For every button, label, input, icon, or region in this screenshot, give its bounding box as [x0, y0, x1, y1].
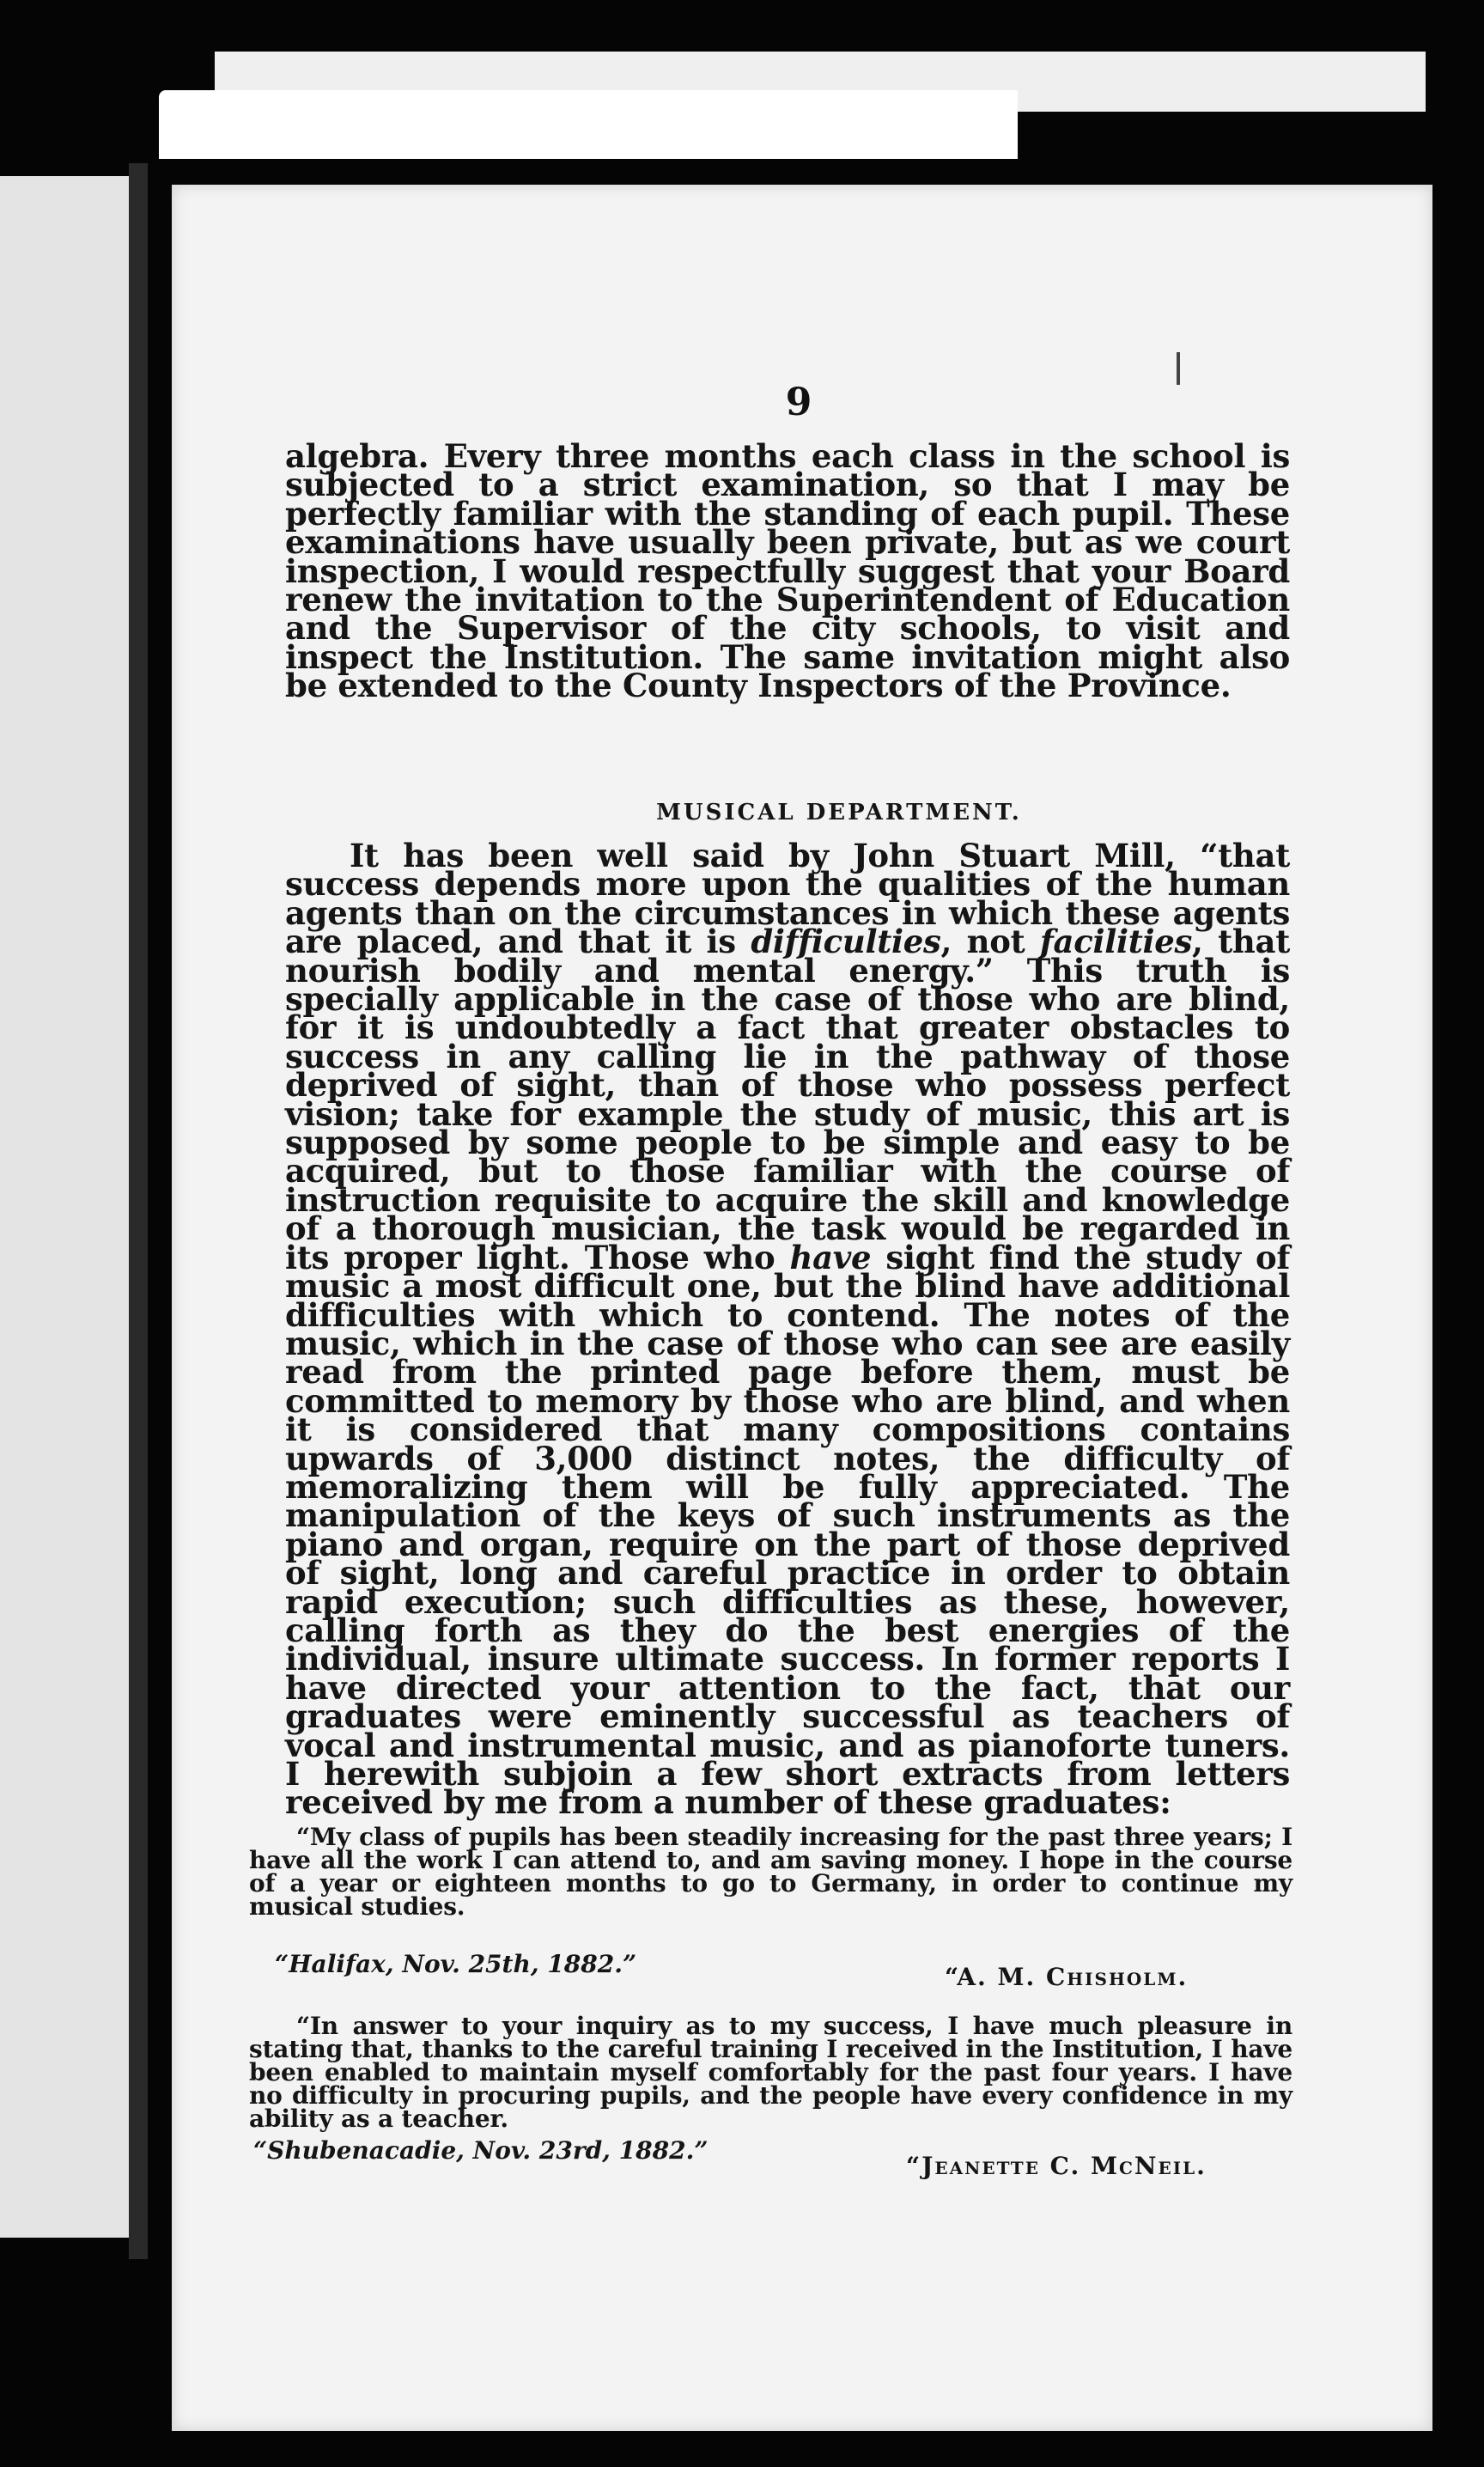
letter-place-date: “Shubenacadie, Nov. 23rd, 1882.” — [253, 2136, 709, 2165]
emphasis-text: have — [789, 1238, 872, 1276]
page-gutter-shadow — [129, 163, 148, 2259]
page-number: 9 — [785, 381, 812, 424]
paper-strip-overlay — [159, 90, 1018, 159]
paragraph-text: , that nourish bodily and mental energy.” This truth is specially applicable in the case of those who are blind, for it is undoubtedly a fact that greater obstacles to success in any calling lie in the pathway of those deprived of sight, than of those who possess perfect vision; take for example the study of music, this art is supposed by some people to be simple and easy to be acquired, but to those familiar with the course of instruction requisite to acquire the skill and knowledge of a thorough musician, the task would be regarded in its proper light. Those who — [285, 923, 1290, 1276]
section-heading: MUSICAL DEPARTMENT. — [656, 800, 1022, 825]
document-page — [172, 185, 1432, 2431]
margin-mark — [1177, 352, 1180, 385]
paragraph-text: , not — [940, 923, 1040, 961]
paragraph-text: sight find the study of music a most difficult one, but the blind have additional difficulties with which to contend. The notes of the music, which in the case of those who can see are easily read from the printed page before them, must be committed to memory by those who are blind, and when it is considered that many compositions contains upwards of 3,000 distinct notes, the difficulty of memoralizing them will be fully appreciated. The manipulation of the keys of such instruments as the piano and organ, require on the part of those deprived of sight, long and careful practice in order to obtain rapid execution; such difficulties as these, however, calling forth as they do the best energies of the individual, insure ultimate success. In former reports I have directed your attention to the fact, that our graduates were eminently successful as teachers of vocal and instrumental music, and as pianoforte tuners. I herewith subjoin a few short extracts from letters received by me from a number of these graduates: — [285, 1238, 1290, 1822]
adjacent-page — [0, 176, 134, 2238]
paragraph-text: It has been well said by John Stuart Mill, “that success depends more upon the qualities of the human agents than on the circumstances in which these agents are placed, and that it is — [285, 837, 1290, 961]
emphasis-text: difficulties — [751, 923, 941, 961]
paragraph-musical-department — [285, 837, 1290, 1822]
letter-quote: “My class of pupils has been steadily increasing for the past three years; I have all the work I can attend to, and am saving money. I hope in the course of a year or eighteen months to go to Germany, in order to continue my musical studies. — [249, 1823, 1292, 1921]
letter-signature: “A. M. Chisholm. — [945, 1963, 1189, 1991]
paragraph-examinations: algebra. Every three months each class in the school is subjected to a strict examination, so that I may be perfectly familiar with the standing of each pupil. These examinations have usually been private, but as we court inspection, I would respectfully suggest that your Board renew the invitation to the Superintendent of Education and the Supervisor of the city schools, to visit and inspect the Institution. The same invitation might also be extended to the County Inspectors of the Province. — [285, 437, 1290, 705]
letter-place-date: “Halifax, Nov. 25th, 1882.” — [275, 1950, 637, 1978]
letter-quote: “In answer to your inquiry as to my success, I have much pleasure in stating that, thanks to the careful training I received in the Institution, I have been enabled to maintain myself comfortably for the past four years. I have no difficulty in procuring pupils, and the people have every confidence in my ability as a teacher. — [249, 2012, 1292, 2133]
emphasis-text: facilities — [1039, 923, 1193, 961]
letter-signature: “Jeanette C. McNeil. — [906, 2152, 1207, 2180]
